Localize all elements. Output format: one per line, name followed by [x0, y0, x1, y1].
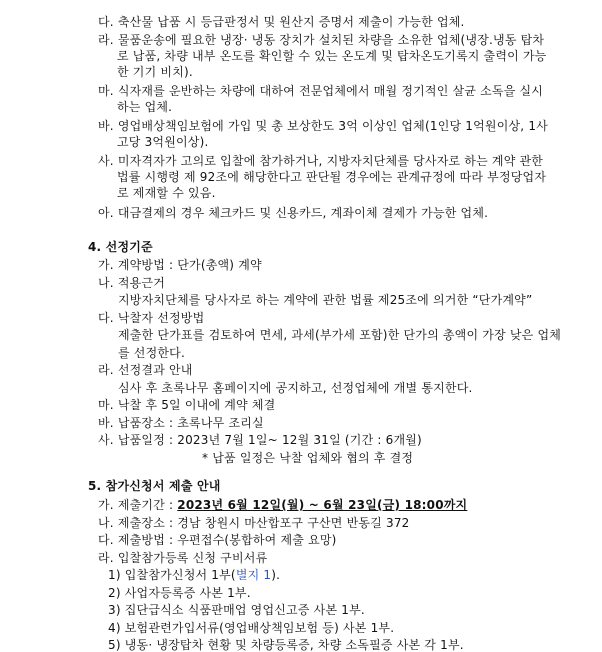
s5-doc-1-end: ).	[271, 568, 281, 582]
item-a-payment: 아. 대금결제의 경우 체크카드 및 신용카드, 계좌이체 결제가 가능한 업체.	[98, 206, 489, 220]
item-sa-cont-1: 법률 시행령 제 92조에 해당한다고 판단될 경우에는 관계규정에 따라 부정당업자	[117, 170, 547, 184]
s5-doc-2: 2) 사업자등록증 사본 1부.	[108, 585, 251, 600]
s4-selection-detail: 제출한 단가표를 검토하여 면세, 과세(부가세 포함)한 단가의 총액이 가장 낮은 업체	[118, 328, 562, 342]
item-ba-insurance: 바. 영업배상책임보험에 가입 및 총 보상한도 3억 이상인 업체(1인당 1억원이상, 1사	[98, 119, 548, 133]
item-sa-cont-2: 로 제재할 수 있음.	[117, 186, 216, 200]
s5-submission-method: 다. 제출방법 : 우편접수(봉합하여 제출 요망)	[98, 533, 337, 547]
s4-result-notice: 라. 선정결과 안내	[98, 363, 193, 377]
item-sa-sanction: 사. 미자격자가 고의로 입찰에 참가하거나, 지방자치단체를 당사자로 하는 계약 관한	[98, 154, 544, 168]
item-ra-cont-1: 로 납품, 차량 내부 온도를 확인할 수 있는 온도계 및 탑차온도기록지 출력이 가능	[117, 49, 547, 63]
section-4-heading: 4. 선정기준	[88, 240, 153, 254]
s4-selection-detail-cont: 를 선정한다.	[118, 345, 185, 360]
s5-period-label: 가. 제출기간 :	[98, 498, 178, 512]
s5-doc-4: 4) 보험관련가입서류(영업배상책임보험 등) 사본 1부.	[108, 620, 395, 635]
s4-legal-basis-detail: 지방자치단체를 당사자로 하는 계약에 관한 법률 제25조에 의거한 “단가계약”	[118, 293, 533, 307]
item-da-livestock: 다. 축산물 납품 시 등급판정서 및 원산지 증명서 제출이 가능한 업체.	[98, 15, 465, 29]
s5-doc-3: 3) 집단급식소 식품판매업 영업신고증 사본 1부.	[108, 603, 365, 617]
s5-doc-1	[108, 568, 280, 582]
s4-legal-basis: 나. 적용근거	[98, 275, 165, 290]
s4-result-detail: 심사 후 초록나무 홈페이지에 공지하고, 선정업체에 개별 통지한다.	[118, 380, 473, 395]
item-ra-refrigeration: 라. 물품운송에 필요한 냉장· 냉동 장치가 설치된 차량을 소유한 업체(냉장.냉동 탑차	[98, 33, 545, 47]
item-ma-disinfection: 마. 식자재를 운반하는 차량에 대하여 전문업체에서 매월 정기적인 살균 소독을 실시	[98, 84, 544, 98]
s5-doc-1-text: 1) 입찰참가신청서 1부(	[108, 568, 236, 582]
s5-submission-place: 나. 제출장소 : 경남 창원시 마산합포구 구산면 반동길 372	[98, 515, 410, 530]
s5-required-docs-heading: 라. 입찰참가등록 신청 구비서류	[98, 550, 268, 565]
item-ba-cont: 고당 3억원이상).	[117, 135, 209, 149]
s4-contract-method: 가. 계약방법 : 단가(총액) 계약	[98, 258, 262, 272]
item-ma-cont: 하는 업체.	[117, 100, 173, 114]
item-ra-cont-2: 한 기기 비치).	[117, 65, 193, 79]
s5-period-value: 2023년 6월 12일(월) ~ 6월 23일(금) 18:00까지	[177, 498, 468, 512]
s4-selection-method: 다. 낙찰자 선정방법	[98, 310, 205, 325]
s4-schedule-note: * 납품 일정은 낙찰 업체와 협의 후 결정	[202, 450, 414, 465]
s4-delivery-place: 바. 납품장소 : 초록나무 조리실	[98, 415, 264, 430]
annex-1-link[interactable]: 별지 1	[235, 568, 272, 582]
s5-doc-5: 5) 냉동· 냉장탑차 현황 및 차량등록증, 차량 소독필증 사본 각 1부.	[108, 638, 464, 652]
section-5-heading: 5. 참가신청서 제출 안내	[88, 479, 221, 493]
s5-submission-period	[98, 498, 467, 512]
s4-contract-deadline: 마. 낙찰 후 5일 이내에 계약 체결	[98, 398, 276, 412]
s4-delivery-schedule: 사. 납품일정 : 2023년 7월 1일~ 12월 31일 (기간 : 6개월)	[98, 433, 422, 447]
